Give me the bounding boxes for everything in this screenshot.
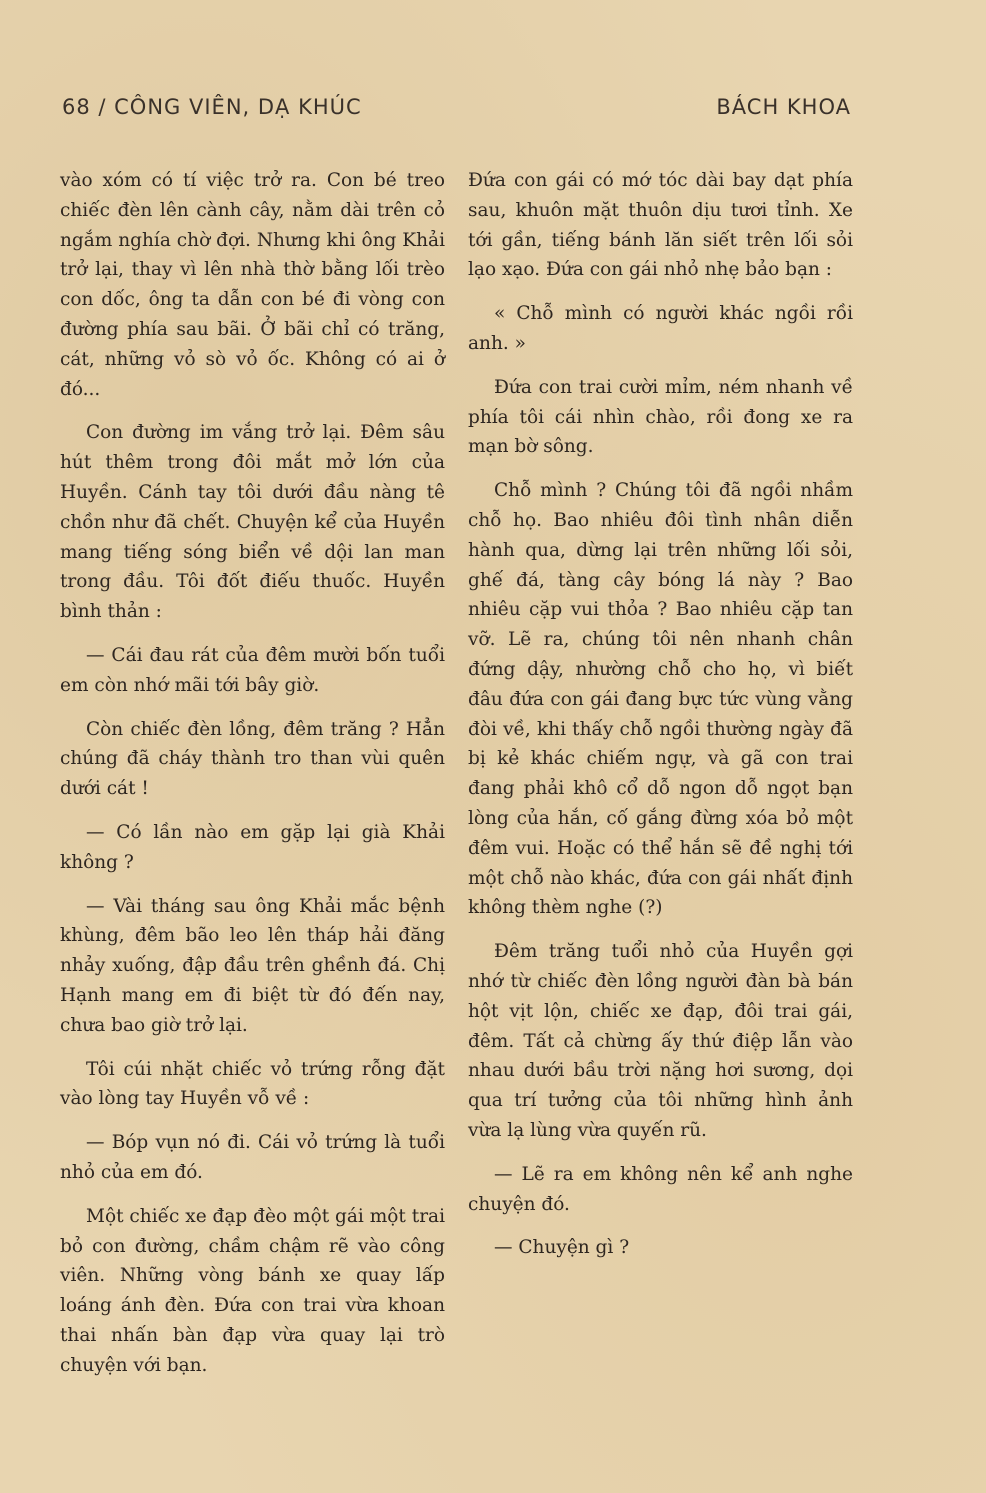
paragraph: vào xóm có tí việc trở ra. Con bé treo chiếc đèn lên cành cây, nằm dài trên cỏ ngắm nghía chờ đợi. Nhưng khi ông Khải trở lại, thay vì lên nhà thờ bằng lối trèo con dốc, ông ta dẫn con bé đi vòng con đường phía sau bãi. Ở bãi chỉ có trăng, cát, những vỏ sò vỏ ốc. Không có ai ở đó... <box>60 170 445 400</box>
header-magazine-name: BÁCH KHOA <box>716 95 851 119</box>
paragraph: — Chuyện gì ? <box>494 1237 630 1259</box>
paragraph: Con đường im vắng trở lại. Đêm sâu hút thêm trong đôi mắt mở lớn của Huyền. Cánh tay tôi dưới đầu nàng tê chồn như đã chết. Chuyện kể của Huyền mang tiếng sóng biển về dội lan man trong đầu. Tôi đốt điếu thuốc. Huyền bình thản : <box>60 422 445 623</box>
paragraph: — Lẽ ra em không nên kể anh nghe chuyện đó. <box>468 1163 853 1215</box>
left-column <box>60 166 445 1394</box>
header-page-title: 68 / CÔNG VIÊN, DẠ KHÚC <box>62 95 362 119</box>
paragraph: Đêm trăng tuổi nhỏ của Huyền gợi nhớ từ chiếc đèn lồng người đàn bà bán hột vịt lộn, chiếc xe đạp, đôi trai gái, đêm. Tất cả chừng ấy thứ điệp lẫn vào nhau dưới bầu trời nặng hơi sương, dọi qua trí tưởng của tôi những hình ảnh vừa lạ lùng vừa quyến rũ. <box>468 941 853 1141</box>
paragraph: — Cái đau rát của đêm mười bốn tuổi em còn nhớ mãi tới bây giờ. <box>60 644 445 696</box>
paragraph: — Bóp vụn nó đi. Cái vỏ trứng là tuổi nhỏ của em đó. <box>60 1132 445 1183</box>
paragraph: Đứa con gái có mớ tóc dài bay dạt phía sau, khuôn mặt thuôn dịu tươi tỉnh. Xe tới gần, tiếng bánh lăn siết trên lối sỏi lạo xạo. Đứa con gái nhỏ nhẹ bảo bạn : <box>468 170 853 281</box>
paragraph: Đứa con trai cười mỉm, ném nhanh về phía tôi cái nhìn chào, rồi đong xe ra mạn bờ sông. <box>468 376 853 458</box>
paragraph: — Có lần nào em gặp lại già Khải không ? <box>60 821 445 873</box>
paragraph: Chỗ mình ? Chúng tôi đã ngồi nhầm chỗ họ. Bao nhiêu đôi tình nhân diễn hành qua, dừng lại trên những lối sỏi, ghế đá, tàng cây bóng lá này ? Bao nhiêu cặp vui thỏa ? Bao nhiêu cặp tan vỡ. Lẽ ra, chúng tôi nên nhanh chân đứng dậy, nhường chỗ cho họ, vì biết đâu đứa con gái đang bực tức vùng vằng đòi về, khi thấy chỗ ngồi thường ngày đã bị kẻ khác chiếm ngự, và gã con trai đang phải khô cổ dỗ ngon dỗ ngọt bạn lòng của hắn, cố gắng đừng xóa bỏ một đêm vui. Hoặc có thể hắn sẽ đề nghị tới một chỗ nào khác, đứa con gái nhất định không thèm nghe (?) <box>468 480 853 919</box>
right-column <box>468 166 853 1277</box>
paragraph: Tôi cúi nhặt chiếc vỏ trứng rỗng đặt vào lòng tay Huyền vỗ về : <box>60 1058 445 1110</box>
paragraph: — Vài tháng sau ông Khải mắc bệnh khùng, đêm bão leo lên tháp hải đăng nhảy xuống, đập đầu trên ghềnh đá. Chị Hạnh mang em đi biệt từ đó đến nay, chưa bao giờ trở lại. <box>60 895 445 1036</box>
paragraph: Còn chiếc đèn lồng, đêm trăng ? Hẳn chúng đã cháy thành tro than vùi quên dưới cát ! <box>60 718 445 800</box>
paragraph: « Chỗ mình có người khác ngồi rồi anh. » <box>468 303 853 354</box>
paragraph: Một chiếc xe đạp đèo một gái một trai bỏ con đường, chầm chậm rẽ vào công viên. Những vòng bánh xe quay lấp loáng ánh đèn. Đứa con trai vừa khoan thai nhấn bàn đạp vừa quay lại trò chuyện với bạn. <box>60 1205 445 1376</box>
running-header <box>62 95 851 119</box>
